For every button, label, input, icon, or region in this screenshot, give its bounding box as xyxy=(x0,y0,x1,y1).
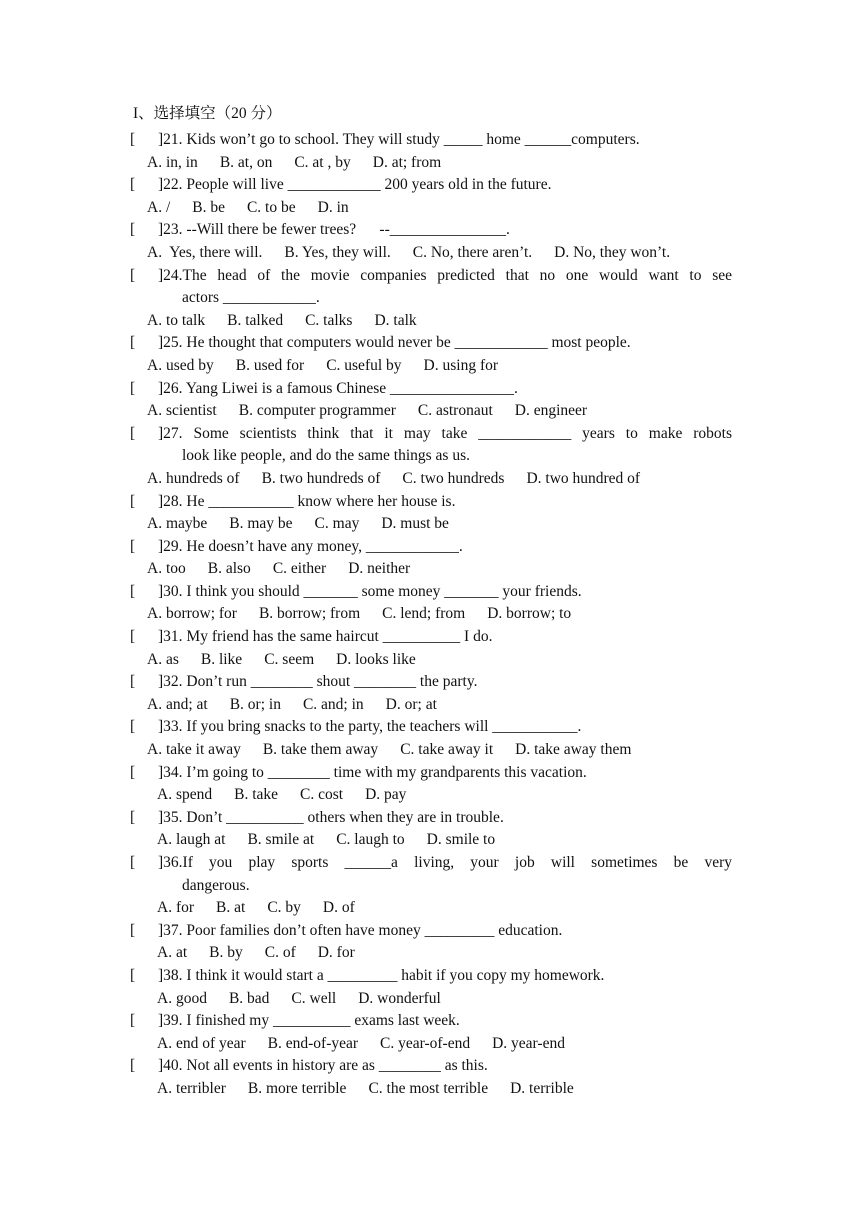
question-item xyxy=(130,378,732,423)
question-stem: ]39. I finished my __________ exams last week. xyxy=(158,1012,460,1030)
question-item xyxy=(130,807,732,852)
option-b[interactable]: B. Yes, they will. xyxy=(284,243,391,261)
question-item xyxy=(130,716,732,761)
question-item xyxy=(130,852,732,920)
question-item xyxy=(130,626,732,671)
option-d[interactable]: D. borrow; to xyxy=(487,605,572,623)
option-d[interactable]: D. wonderful xyxy=(358,989,441,1007)
option-d[interactable]: D. must be xyxy=(381,515,449,533)
option-b[interactable]: B. borrow; from xyxy=(258,605,361,623)
answer-bracket[interactable]: [ xyxy=(130,266,136,284)
option-d[interactable]: D. at; from xyxy=(372,153,442,171)
section-heading: I、选择填空（20 分） xyxy=(133,105,282,122)
option-c[interactable]: C. talks xyxy=(305,311,353,329)
option-a[interactable]: A. scientist xyxy=(147,402,217,420)
options-row xyxy=(130,310,732,333)
question-item xyxy=(130,965,732,1010)
answer-bracket[interactable]: [ xyxy=(130,176,136,194)
question-stem: ]26. Yang Liwei is a famous Chinese ________________. xyxy=(158,379,518,397)
question-stem: ]23. --Will there be fewer trees? --_______________. xyxy=(158,221,510,239)
question-stem: ]22. People will live ____________ 200 years old in the future. xyxy=(158,176,552,194)
option-d[interactable]: D. engineer xyxy=(514,402,588,420)
option-d[interactable]: D. looks like xyxy=(336,650,416,668)
answer-bracket[interactable]: [ xyxy=(130,537,136,555)
question-stem: ]40. Not all events in history are as ________ as this. xyxy=(158,1057,488,1075)
answer-bracket[interactable]: [ xyxy=(130,808,136,826)
option-a[interactable]: A. end of year xyxy=(157,1034,246,1052)
option-a[interactable]: A. / xyxy=(147,198,171,216)
answer-bracket[interactable]: [ xyxy=(130,1012,136,1030)
option-d[interactable]: D. terrible xyxy=(510,1079,574,1097)
options-row xyxy=(130,988,732,1011)
question-stem: ]30. I think you should _______ some money _______ your friends. xyxy=(158,582,582,600)
option-b[interactable]: B. computer programmer xyxy=(238,402,396,420)
answer-bracket[interactable]: [ xyxy=(130,334,136,352)
answer-bracket[interactable]: [ xyxy=(130,628,136,646)
question-stem: ]24.The head of the movie companies predicted that no one would want to see xyxy=(158,266,732,284)
option-a[interactable]: A. terribler xyxy=(157,1079,226,1097)
option-b[interactable]: B. or; in xyxy=(229,695,281,713)
option-d[interactable]: D. take away them xyxy=(515,741,632,759)
question-item xyxy=(130,762,732,807)
option-a[interactable]: A. at xyxy=(157,944,188,962)
option-a[interactable]: A. Yes, there will. xyxy=(147,243,263,261)
option-b[interactable]: B. also xyxy=(207,560,251,578)
option-c[interactable]: C. well xyxy=(291,989,337,1007)
answer-bracket[interactable]: [ xyxy=(130,379,136,397)
option-d[interactable]: D. in xyxy=(317,198,349,216)
option-b[interactable]: B. take them away xyxy=(262,741,379,759)
answer-bracket[interactable]: [ xyxy=(130,131,136,148)
option-b[interactable]: B. at xyxy=(216,899,246,917)
answer-bracket[interactable]: [ xyxy=(130,492,136,510)
option-b[interactable]: B. smile at xyxy=(247,831,315,849)
option-d[interactable]: D. smile to xyxy=(426,831,496,849)
option-d[interactable]: D. using for xyxy=(423,356,499,374)
option-d[interactable]: D. No, they won’t. xyxy=(554,243,671,261)
options-row xyxy=(130,942,732,965)
option-a[interactable]: A. in, in xyxy=(147,153,198,171)
answer-bracket[interactable]: [ xyxy=(130,854,136,871)
answer-bracket[interactable]: [ xyxy=(130,718,136,736)
option-c[interactable]: C. laugh to xyxy=(336,831,405,849)
options-row xyxy=(130,649,732,672)
answer-bracket[interactable]: [ xyxy=(130,921,136,939)
options-row xyxy=(130,152,732,175)
question-stem: ]32. Don’t run ________ shout ________ the party. xyxy=(158,673,478,691)
option-c[interactable]: C. by xyxy=(267,899,301,917)
option-c[interactable]: C. astronaut xyxy=(417,402,493,420)
question-stem: ]29. He doesn’t have any money, ____________. xyxy=(158,537,463,555)
option-b[interactable]: B. at, on xyxy=(219,153,273,171)
option-c[interactable]: C. lend; from xyxy=(382,605,466,623)
options-row xyxy=(130,897,732,920)
option-b[interactable]: B. talked xyxy=(227,311,284,329)
question-stem: ]21. Kids won’t go to school. They will study _____ home ______computers. xyxy=(158,131,640,148)
option-d[interactable]: D. or; at xyxy=(385,695,437,713)
option-c[interactable]: C. and; in xyxy=(302,695,364,713)
options-row xyxy=(130,829,732,852)
option-c[interactable]: C. year-of-end xyxy=(380,1034,471,1052)
option-d[interactable]: D. two hundred of xyxy=(526,469,641,487)
question-stem: ]33. If you bring snacks to the party, the teachers will ___________. xyxy=(158,718,582,736)
options-row xyxy=(130,513,732,536)
option-b[interactable]: B. more terrible xyxy=(247,1079,347,1097)
options-row xyxy=(130,1078,732,1101)
question-item xyxy=(130,129,732,174)
option-c[interactable]: C. take away it xyxy=(400,741,494,759)
option-a[interactable]: A. laugh at xyxy=(157,831,226,849)
option-c[interactable]: C. to be xyxy=(246,198,296,216)
option-c[interactable]: C. cost xyxy=(300,786,344,804)
option-b[interactable]: B. take xyxy=(234,786,279,804)
question-item xyxy=(130,536,732,581)
option-c[interactable]: C. may xyxy=(314,515,360,533)
options-row xyxy=(130,1033,732,1056)
option-a[interactable]: A. too xyxy=(147,560,186,578)
answer-bracket[interactable]: [ xyxy=(130,424,136,442)
question-item xyxy=(130,491,732,536)
answer-bracket[interactable]: [ xyxy=(130,221,136,239)
question-list xyxy=(130,129,732,1101)
option-d[interactable]: D. talk xyxy=(374,311,417,329)
options-row xyxy=(130,784,732,807)
question-item xyxy=(130,219,732,264)
question-item xyxy=(130,1010,732,1055)
answer-bracket[interactable]: [ xyxy=(130,673,136,691)
question-stem: ]28. He ___________ know where her house is. xyxy=(158,492,456,510)
option-b[interactable]: B. may be xyxy=(229,515,293,533)
question-item xyxy=(130,265,732,333)
option-b[interactable]: B. used for xyxy=(235,356,305,374)
question-stem: ]31. My friend has the same haircut __________ I do. xyxy=(158,628,493,646)
question-stem: ]38. I think it would start a _________ habit if you copy my homework. xyxy=(158,966,605,984)
option-d[interactable]: D. neither xyxy=(348,560,411,578)
options-row xyxy=(130,355,732,378)
answer-bracket[interactable]: [ xyxy=(130,763,136,781)
option-b[interactable]: B. two hundreds of xyxy=(261,469,381,487)
option-a[interactable]: A. maybe xyxy=(147,515,208,533)
option-c[interactable]: C. the most terrible xyxy=(368,1079,489,1097)
question-item xyxy=(130,920,732,965)
answer-bracket[interactable]: [ xyxy=(130,966,136,984)
question-stem-continuation: look like people, and do the same things as us. xyxy=(182,447,470,465)
option-d[interactable]: D. year-end xyxy=(492,1034,565,1052)
option-a[interactable]: A. take it away xyxy=(147,741,241,759)
options-row xyxy=(130,242,732,265)
option-a[interactable]: A. to talk xyxy=(147,311,206,329)
option-a[interactable]: A. and; at xyxy=(147,695,208,713)
question-stem: ]34. I’m going to ________ time with my grandparents this vacation. xyxy=(158,763,587,781)
option-b[interactable]: B. by xyxy=(209,944,243,962)
answer-bracket[interactable]: [ xyxy=(130,582,136,600)
option-a[interactable]: A. for xyxy=(157,899,195,917)
option-c[interactable]: C. two hundreds xyxy=(402,469,505,487)
question-stem: ]35. Don’t __________ others when they are in trouble. xyxy=(158,808,504,826)
question-item xyxy=(130,1055,732,1100)
option-c[interactable]: C. No, there aren’t. xyxy=(412,243,533,261)
option-b[interactable]: B. end-of-year xyxy=(267,1034,359,1052)
option-c[interactable]: C. at , by xyxy=(294,153,351,171)
option-c[interactable]: C. either xyxy=(272,560,327,578)
question-stem: ]25. He thought that computers would never be ____________ most people. xyxy=(158,334,631,352)
option-a[interactable]: A. borrow; for xyxy=(147,605,237,623)
option-b[interactable]: B. bad xyxy=(228,989,270,1007)
options-row xyxy=(130,558,732,581)
question-item xyxy=(130,581,732,626)
options-row xyxy=(130,400,732,423)
options-row xyxy=(130,739,732,762)
question-item xyxy=(130,423,732,491)
options-row xyxy=(130,694,732,717)
option-a[interactable]: A. hundreds of xyxy=(147,469,240,487)
question-item xyxy=(130,671,732,716)
question-item xyxy=(130,174,732,219)
options-row xyxy=(130,603,732,626)
option-a[interactable]: A. spend xyxy=(157,786,213,804)
option-b[interactable]: B. like xyxy=(200,650,243,668)
question-stem: ]27. Some scientists think that it may take ____________ years to make robots xyxy=(158,424,732,442)
option-c[interactable]: C. seem xyxy=(264,650,315,668)
option-a[interactable]: A. as xyxy=(147,650,179,668)
options-row xyxy=(130,197,732,220)
question-stem-continuation: dangerous. xyxy=(182,876,250,894)
option-d[interactable]: D. of xyxy=(322,899,355,917)
option-d[interactable]: D. pay xyxy=(365,786,407,804)
option-a[interactable]: A. used by xyxy=(147,356,214,374)
option-b[interactable]: B. be xyxy=(192,198,225,216)
options-row xyxy=(130,468,732,491)
question-stem: ]37. Poor families don’t often have money _________ education. xyxy=(158,921,563,939)
option-c[interactable]: C. useful by xyxy=(326,356,402,374)
question-item xyxy=(130,332,732,377)
option-a[interactable]: A. good xyxy=(157,989,207,1007)
option-c[interactable]: C. of xyxy=(264,944,296,962)
question-stem-continuation: actors ____________. xyxy=(182,289,320,307)
question-stem: ]36.If you play sports ______a living, your job will sometimes be very xyxy=(158,854,732,871)
option-d[interactable]: D. for xyxy=(317,944,355,962)
answer-bracket[interactable]: [ xyxy=(130,1057,136,1075)
